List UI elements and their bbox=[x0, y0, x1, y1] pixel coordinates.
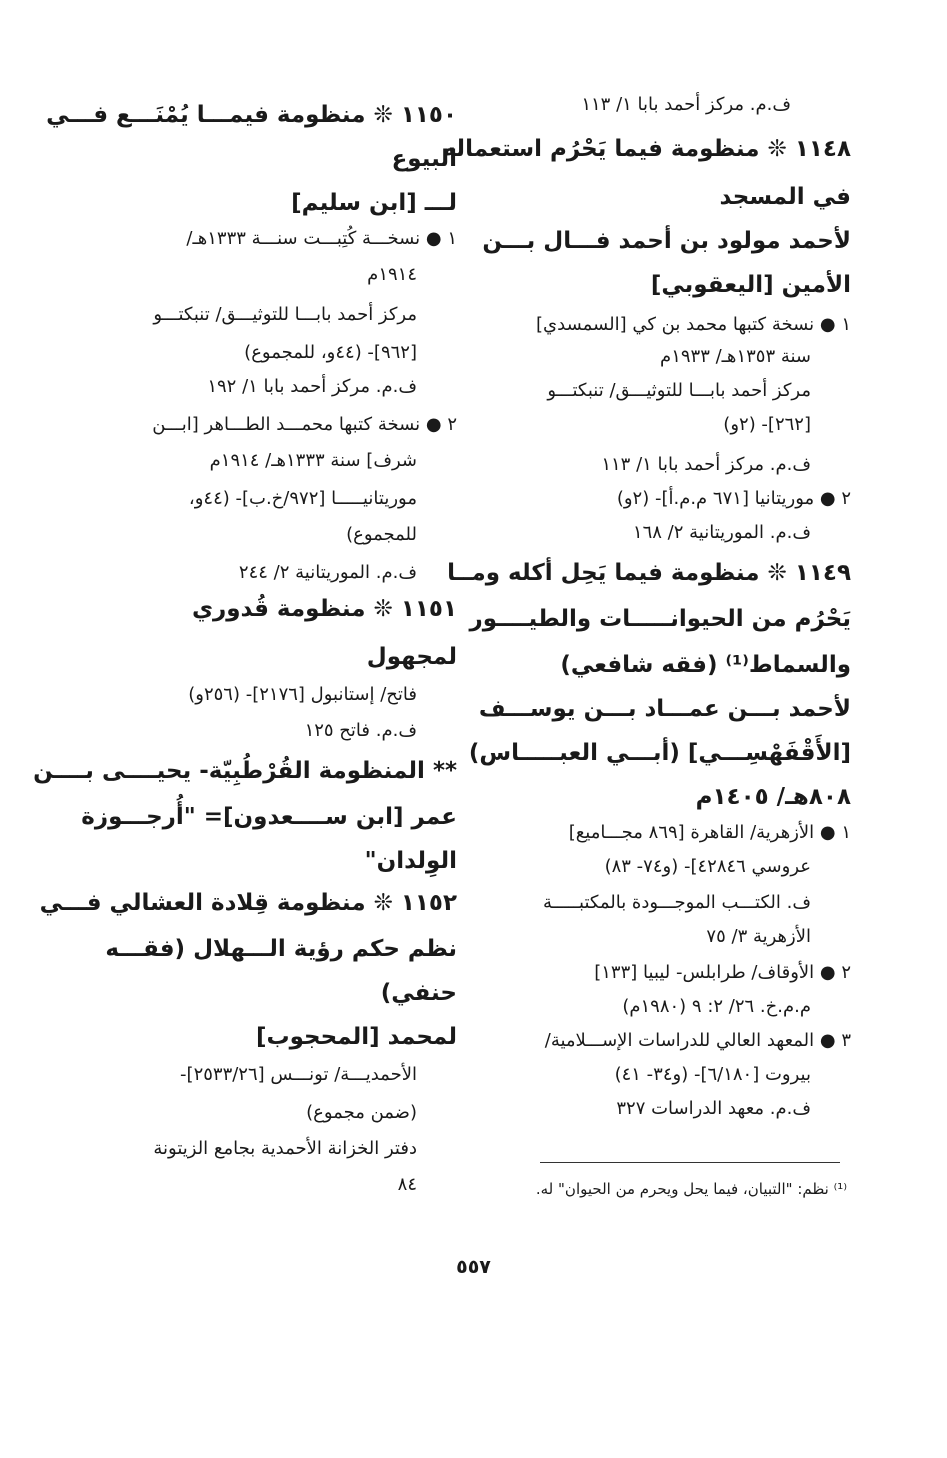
entry-heading-line: ١١٥٠ ❊ منظومة فيمـــا يُمْنَـــع فـــي bbox=[46, 102, 457, 128]
entry-heading-line: ١١٥٢ ❊ منظومة قِلادة العشالي فـــي bbox=[39, 890, 457, 916]
entry-heading-line: [الأَقْفَهْسِـــي] (أبـــي العبـــــاس) bbox=[468, 740, 851, 766]
page-number: ٥٥٧ bbox=[456, 1256, 491, 1278]
entry-detail-line: ف.م. الموريتانية ٢/ ٢٤٤ bbox=[238, 562, 417, 583]
entry-detail-line: موريتانيـــــا [٩٧٢/خ.ب]- (٤٤و، bbox=[188, 488, 417, 509]
entry-detail-line: مركز أحمد بابـــا للتوثيـــق/ تنبكتـــو bbox=[153, 304, 417, 325]
footnote: ⁽¹⁾ نظم: "التبيان، فيما يحل ويحرم من الحيوان" له. bbox=[535, 1180, 847, 1198]
entry-heading-line: والسماط⁽¹⁾ (فقه شافعي) bbox=[560, 652, 851, 678]
entry-heading-line: ١١٤٨ ❊ منظومة فيما يَحْرُم استعماله bbox=[442, 136, 851, 162]
entry-detail-line: بيروت [٦/١٨٠]- (و٣٤- ٤١) bbox=[614, 1064, 811, 1085]
entry-heading-line: الوِلدان" bbox=[364, 848, 457, 874]
footnote-divider bbox=[540, 1162, 840, 1163]
entry-heading-line: ١١٥١ ❊ منظومة قُدوري bbox=[191, 596, 457, 622]
entry-detail-line: ف.م. مركز أحمد بابا ١/ ١١٣ bbox=[581, 94, 791, 115]
entry-detail-line: ف.م. فاتح ١٢٥ bbox=[304, 720, 417, 741]
entry-detail-line: سنة ١٣٥٣هـ/ ١٩٣٣م bbox=[660, 346, 811, 367]
entry-detail-line: ٣ ● المعهد العالي للدراسات الإســـلامية/ bbox=[544, 1030, 851, 1051]
entry-detail-line: فاتح/ إستانبول [٢١٧٦]- (٢٥٦و) bbox=[188, 684, 417, 705]
entry-detail-line: (ضمن مجموع) bbox=[306, 1102, 417, 1123]
entry-heading-line: يَحْرُم من الحيوانـــــات والطيــــور bbox=[469, 606, 851, 632]
entry-detail-line: ف.م. مركز أحمد بابا ١/ ١١٣ bbox=[601, 454, 811, 475]
entry-detail-line: [٢٦٢]- (٢و) bbox=[723, 414, 811, 435]
entry-heading-line: في المسجد bbox=[719, 184, 851, 210]
entry-detail-line: ٢ ● الأوقاف/ طرابلس- ليبيا [١٣٣] bbox=[594, 962, 851, 983]
entry-detail-line: الأزهرية ٣/ ٧٥ bbox=[706, 926, 811, 947]
entry-detail-line: ٢ ● موريتانيا [٦٧١ م.م.أ]- (٢و) bbox=[616, 488, 851, 509]
entry-detail-line: ٢ ● نسخة كتبها محمـــد الطـــاهر [ابـــن bbox=[152, 414, 457, 435]
entry-detail-line: للمجموع) bbox=[346, 524, 417, 545]
entry-detail-line: ف.م. مركز أحمد بابا ١/ ١٩٢ bbox=[207, 376, 417, 397]
entry-heading-line: ** المنظومة القُرْطُبِيّة- يحيــــى بــــن bbox=[33, 758, 457, 784]
entry-detail-line: عروسي ٤٢٨٤٦]- (و٧٤- ٨٣) bbox=[604, 856, 811, 877]
entry-detail-line: ف.م. معهد الدراسات ٣٢٧ bbox=[616, 1098, 811, 1119]
entry-detail-line: ف. الكتـــب الموجـــودة بالمكتبـــــة bbox=[543, 892, 811, 913]
entry-detail-line: شرف] سنة ١٣٣٣هـ/ ١٩١٤م bbox=[209, 450, 417, 471]
entry-heading-line: نظم حكم رؤية الـــهلال (فقـــه bbox=[105, 936, 457, 962]
entry-heading-line: لأحمد مولود بن أحمد فـــال بـــن bbox=[482, 228, 851, 254]
entry-heading-line: ٨٠٨هـ/ ١٤٠٥م bbox=[695, 784, 851, 810]
entry-heading-line: البيوع bbox=[391, 146, 457, 172]
entry-detail-line: دفتر الخزانة الأحمدية بجامع الزيتونة bbox=[153, 1138, 417, 1159]
entry-detail-line: مركز أحمد بابـــا للتوثيـــق/ تنبكتـــو bbox=[547, 380, 811, 401]
entry-heading-line: لأحمد بـــن عمـــاد بـــن يوســـف bbox=[478, 696, 851, 722]
entry-detail-line: ١٩١٤م bbox=[367, 264, 417, 285]
entry-detail-line: ١ ● نسخة كتبها محمد بن كي [السمسدي] bbox=[536, 314, 851, 335]
entry-detail-line: ف.م. الموريتانية ٢/ ١٦٨ bbox=[632, 522, 811, 543]
entry-detail-line: م.م.خ. ٢٦/ ٢: ٩ (١٩٨٠م) bbox=[622, 996, 811, 1017]
entry-heading-line: حنفي) bbox=[380, 980, 457, 1006]
entry-heading-line: ١١٤٩ ❊ منظومة فيما يَحِل أكله ومــا bbox=[447, 560, 851, 586]
entry-heading-line: لمحمد [المحجوب] bbox=[256, 1024, 457, 1050]
entry-detail-line: الأحمديـــة/ تونـــس [٢٥٣٣/٢٦]- bbox=[180, 1064, 417, 1085]
entry-detail-line: ١ ● نسخـــة كُتِبـــت سنـــة ١٣٣٣هـ/ bbox=[186, 228, 457, 249]
entry-detail-line: [٩٦٢]- (٤٤و، للمجموع) bbox=[244, 342, 417, 363]
entry-detail-line: ١ ● الأزهرية/ القاهرة [٨٦٩ مجـــاميع] bbox=[568, 822, 851, 843]
entry-heading-line: لمجهول bbox=[366, 644, 457, 670]
entry-heading-line: عمر [ابن ســــعدون]= "أُرجـــوزة bbox=[81, 804, 457, 830]
entry-detail-line: ٨٤ bbox=[397, 1174, 417, 1195]
entry-heading-line: لـــ [ابن سليم] bbox=[291, 190, 457, 216]
entry-heading-line: الأمين [اليعقوبي] bbox=[650, 272, 851, 298]
